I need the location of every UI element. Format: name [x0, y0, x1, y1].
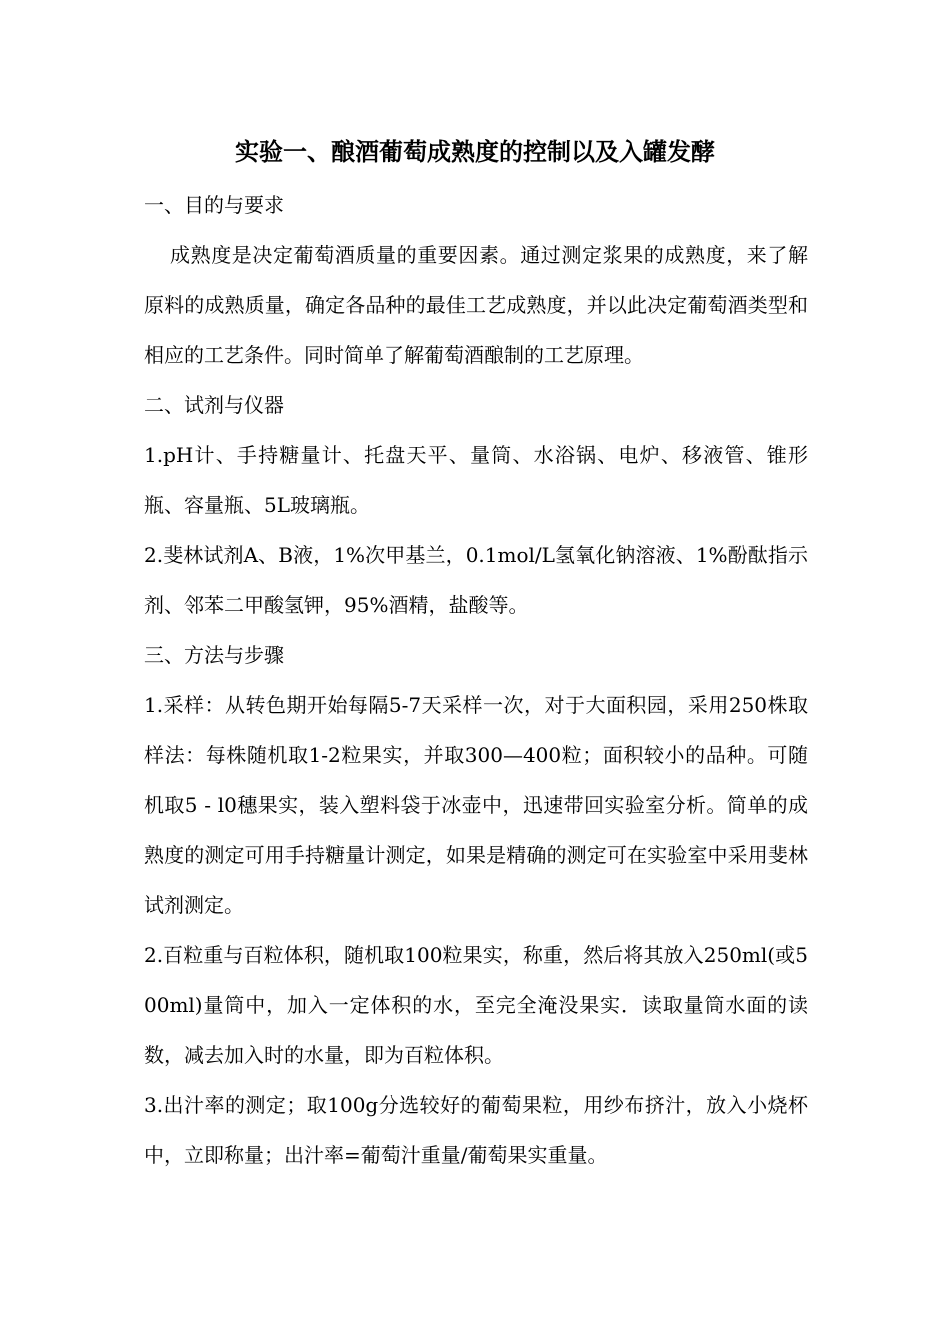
- paragraph-instruments: 1.pH计、手持糖量计、托盘天平、量筒、水浴锅、电炉、移液管、锥形瓶、容量瓶、5L玻璃瓶。: [144, 443, 808, 517]
- paragraph-berry-weight: 2.百粒重与百粒体积，随机取100粒果实，称重，然后将其放入250ml(或500ml)量筒中，加入一定体积的水，至完全淹没果实．读取量筒水面的读数，减去加入时的水量，即为百粒体积。: [144, 943, 808, 1067]
- paragraph-reagents: 2.斐林试剂A、B液，1%次甲基兰，0.1mol/L氢氧化钠溶液、1%酚酞指示剂、邻苯二甲酸氢钾，95%酒精，盐酸等。: [144, 543, 808, 617]
- paragraph-juice-yield: 3.出汁率的测定；取100g分选较好的葡萄果粒，用纱布挤汁，放入小烧杯中，立即称量；出汁率=葡萄汁重量/葡萄果实重量。: [144, 1093, 808, 1167]
- section-heading-methods: 三、方法与步骤: [144, 643, 284, 667]
- paragraph-sampling: 1.采样：从转色期开始每隔5-7天采样一次，对于大面积园，采用250株取样法：每株随机取1-2粒果实，并取300—400粒；面积较小的品种。可随机取5 - l0穗果实，装入塑料袋于冰壶中，迅速带回实验室分析。简单的成熟度的测定可用手持糖量计测定，如果是精确的测定可在实验室中采用斐林试剂测定。: [144, 693, 808, 917]
- section-heading-purpose: 一、目的与要求: [144, 193, 284, 217]
- paragraph-purpose: 成熟度是决定葡萄酒质量的重要因素。通过测定浆果的成熟度，来了解原料的成熟质量，确定各品种的最佳工艺成熟度，并以此决定葡萄酒类型和相应的工艺条件。同时简单了解葡萄酒酿制的工艺原理。: [144, 243, 808, 367]
- document-body: [144, 180, 808, 1180]
- document-title: 实验一、酿酒葡萄成熟度的控制以及入罐发酵: [235, 137, 715, 166]
- section-heading-reagents: 二、试剂与仪器: [144, 393, 284, 417]
